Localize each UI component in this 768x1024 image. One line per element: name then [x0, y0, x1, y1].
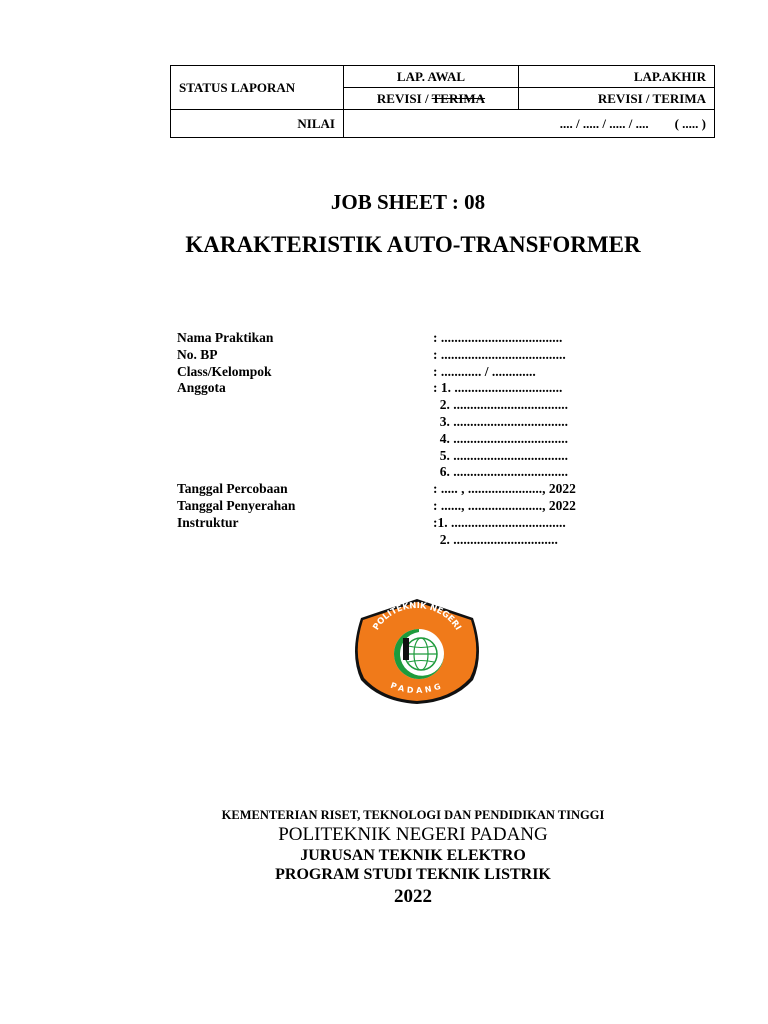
logo-bottom-text: PADANG [389, 680, 445, 696]
program-name: PROGRAM STUDI TEKNIK LISTRIK [275, 866, 551, 883]
revisi-awal-prefix: REVISI / [376, 90, 432, 106]
form-value: : 1. ................................ [433, 380, 563, 396]
form-value: 2. ............................... [433, 531, 558, 547]
form-label: Tanggal Percobaan [177, 481, 288, 497]
form-value: : .................................... [433, 330, 563, 345]
form-value: 6. .................................. [433, 464, 568, 480]
logo-top-text: POLITEKNIK NEGERI [371, 600, 463, 633]
form-label: Class/Kelompok [177, 363, 272, 379]
form-label: Instruktur [177, 514, 239, 530]
form-value: : ..... , ......................, 2022 [433, 481, 576, 497]
form-label: No. BP [177, 346, 218, 362]
footer [0, 806, 768, 909]
form-value: : ..................................... [433, 346, 566, 362]
status-laporan-label: STATUS LAPORAN [171, 66, 344, 110]
logo-dark-block [403, 638, 409, 660]
form-value: 4. .................................. [433, 430, 568, 446]
form-label: Tanggal Penyerahan [177, 497, 296, 513]
revisi-awal-terima-struck: TERIMA [431, 90, 486, 106]
ministry-name: KEMENTERIAN RISET, TEKNOLOGI DAN PENDIDIKAN TINGGI [221, 808, 605, 822]
subject-title: KARAKTERISTIK AUTO-TRANSFORMER [185, 232, 641, 257]
form-value: : ......, ......................, 2022 [433, 497, 576, 513]
nilai-label: NILAI [171, 110, 344, 138]
form-value: : ............ / ............. [433, 363, 536, 379]
politeknik-logo [347, 596, 487, 706]
job-sheet-title: JOB SHEET : 08 [330, 190, 486, 214]
form-value: 3. .................................. [433, 413, 568, 429]
form-label: Nama Praktikan [177, 330, 274, 345]
nilai-value: .... / ..... / ..... / .... ( ..... ) [344, 110, 715, 138]
revisi-akhir-cell: REVISI / TERIMA [519, 88, 715, 110]
form-value: :1. .................................. [433, 514, 566, 530]
status-table [170, 65, 715, 138]
lap-awal-header: LAP. AWAL [344, 66, 519, 88]
footer-year: 2022 [394, 886, 432, 907]
form-label: Anggota [177, 380, 226, 396]
institution-name: POLITEKNIK NEGERI PADANG [278, 824, 548, 845]
department-name: JURUSAN TEKNIK ELEKTRO [300, 847, 526, 864]
lap-akhir-header: LAP.AKHIR [519, 66, 715, 88]
form-value: 2. .................................. [433, 397, 568, 413]
revisi-awal-cell [344, 88, 519, 110]
form-value: 5. .................................. [433, 447, 568, 463]
